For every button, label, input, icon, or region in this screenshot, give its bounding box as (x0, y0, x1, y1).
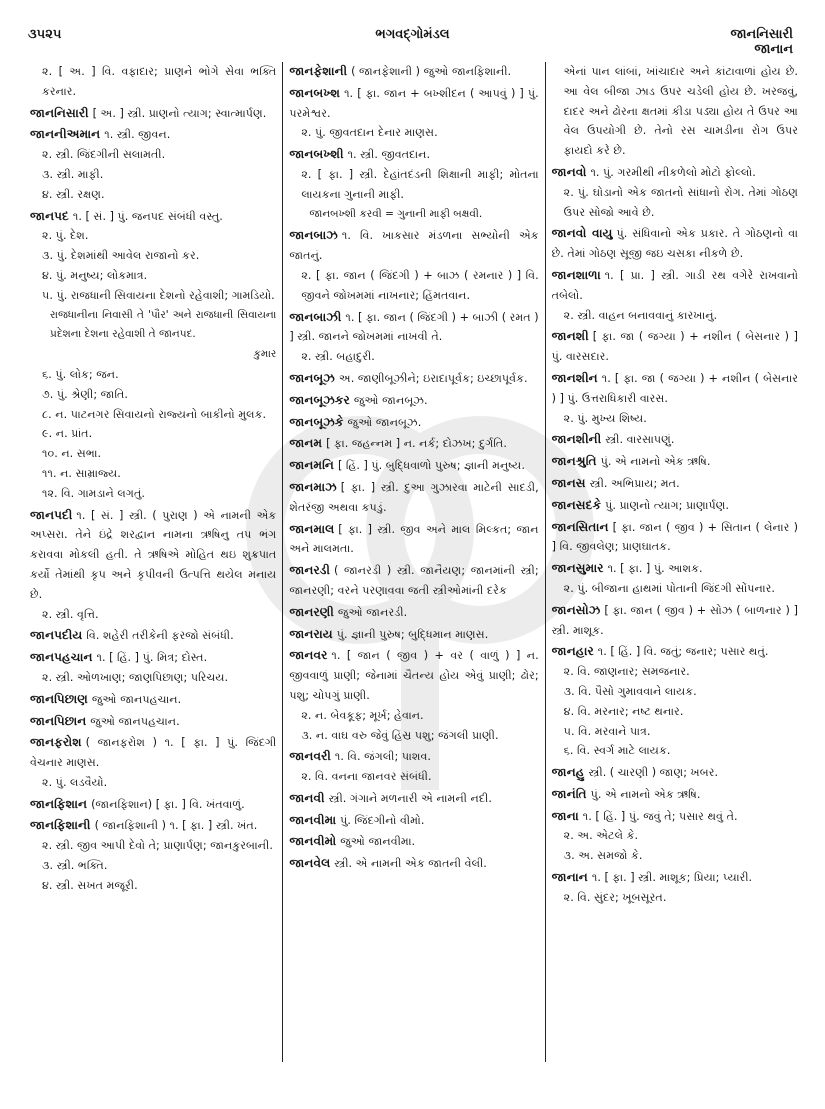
entry-headword: જાનહાર (551, 644, 594, 659)
entry-headword: જાનશી (551, 329, 589, 344)
entry-headword: જાનપદીય (30, 628, 83, 643)
entry-definition: ૧. [ ફા. જા ( જગ્યા ) + નશીન ( બેસનાર ) ] પું. ઉત્તરાધિકારી વારસ. (551, 371, 798, 405)
entry-headword: જાનમાઝ (289, 479, 337, 494)
entry-sense: ૨. અ. એટલે કે. (563, 829, 639, 843)
entry-note-source: કુમાર (253, 348, 277, 361)
entry-definition: ૧. [ પ્રા. ] સ્ત્રી. ગાડી રથ વગેરે રાખવાનો તબેલો. (551, 268, 798, 302)
entry-headword: જાનમાલ (289, 521, 335, 536)
dictionary-entry (289, 832, 538, 852)
entry-sense: ૨. સ્ત્રી. જિંદગીની સલામતી. (42, 148, 166, 162)
entry-sense: ૬. પું. લોક; જન. (42, 367, 119, 381)
entry-sense: ૨. પું. બીજાના હાથમાં પોતાની જિંદગી સોંપનાર. (563, 581, 775, 595)
dictionary-entry (289, 456, 538, 476)
entry-definition: ૧. પું. ગરમીથી નીકળેલો મોટો ફોલ્લો. (590, 165, 756, 179)
dictionary-entry (552, 807, 798, 866)
entry-headword: જાનરણી (289, 604, 334, 619)
entry-definition: ૧. [ ફા. જાન + બખ્શીદન ( આપવું ) ] પું. પરમેશ્વર. (289, 86, 539, 120)
entry-sense: ૯. ન. પ્રાંત. (42, 427, 93, 441)
entry-headword: જાનસોઝ (551, 602, 601, 617)
entry-headword: જાનનિસારી (30, 105, 89, 120)
entry-headword: જાનવો (551, 164, 587, 179)
entry-definition: જુઓ જાનપહચાન. (90, 714, 180, 728)
dictionary-entry (552, 496, 798, 516)
entry-headword: જાનબૂઝકે (289, 414, 344, 429)
entry-sense: ૨. વિ. વનના જાનવર સંબંધી. (301, 770, 432, 784)
entry-headword: જાનંતિ (551, 786, 587, 801)
entry-sense: ૪. સ્ત્રી. રક્ષણ. (42, 187, 105, 201)
dictionary-entry (289, 603, 538, 623)
entry-headword: જાનસુમાર (551, 561, 604, 576)
entry-definition: સ્ત્રી. અભિપ્રાય; મત. (589, 476, 680, 490)
entry-definition: પું. એ નામનો એક ઋષિ. (600, 455, 711, 469)
entry-sense: ૨. વિ. જાણનાર; સમજનાર. (563, 665, 690, 679)
dictionary-entry (30, 125, 276, 204)
dictionary-entry (289, 84, 538, 143)
entry-note: જાનબખ્શી કરવી = ગુનાની માફી બક્ષવી. (309, 207, 483, 220)
column-right (546, 62, 804, 1062)
entry-headword: જાનમનિ (289, 458, 334, 473)
dictionary-entry (552, 601, 798, 641)
dictionary-entry (289, 625, 538, 645)
entry-headword: જાનહુ (551, 765, 585, 780)
dictionary-entry (289, 520, 538, 560)
entry-definition: [ ફા. જહન્નમ ] ન. નર્ક; દોઝખ; દુર્ગતિ. (326, 437, 507, 451)
entry-sense: ૫. પું. રાજધાની સિવાયના દેશનો રહેવાશી; ગામડિયો. (42, 288, 275, 302)
entry-definition: ( જાનફિશાની ) ૧. [ ફા. ] સ્ત્રી. ખંત. (94, 819, 258, 833)
dictionary-entry (552, 430, 798, 450)
dictionary-entry (552, 369, 798, 428)
entry-headword: જાનફરોશ (30, 735, 82, 750)
entry-sense: ૨. વિ. સુંદર; ખૂબસૂરત. (563, 890, 667, 904)
dictionary-entry (289, 646, 538, 745)
entry-definition: જુઓ જાનપહચાન. (91, 692, 182, 706)
dictionary-entry (552, 785, 798, 805)
entry-note: રાજધાનીના નિવાસી તે 'પૌર' અને રાજધાની સિવાયના પ્રદેશના દેશના રહેવાશી તે જાનપદ. (50, 308, 277, 341)
entry-sense: ૨. પું. ઘોડાનો એક જાતનો સાંધાનો રોગ. તેમાં ગોઠણ ઉપર સોજો આવે છે. (563, 185, 798, 219)
entry-sense: ૨. પું. દેશ. (42, 229, 89, 243)
entry-headword: જાનવરી (289, 749, 331, 764)
entry-definition: [ ફા. ] સ્ત્રી. દુઆ ગુઝારવા માટેની સાદડી, શેતરંજી અથવા કપડું. (289, 480, 539, 514)
entry-definition: જુઓ જાનવીમા. (340, 835, 416, 849)
entry-sense: ૩. સ્ત્રી. ભક્તિ. (42, 859, 108, 873)
entry-definition: ૧. [ હિં. ] પું. મિત્ર; દોસ્ત. (96, 651, 208, 665)
dictionary-entry (289, 369, 538, 389)
entry-sense: ૧૧. ન. સામ્રાજ્ય. (42, 466, 121, 480)
entry-headword: જાનવીમો (289, 834, 337, 849)
entry-definition: પું. સંધિવાનો એક પ્રકાર. તે ગોઠણનો વા છે. તેમાં ગોઠણ સૂજી જઇ ચસકા નીકળે છે. (551, 227, 798, 261)
entry-headword: જાનવીમા (289, 812, 337, 827)
dictionary-entry (289, 561, 538, 601)
entry-sense: ૪. સ્ત્રી. સખત મજૂરી. (42, 878, 138, 892)
entry-headword: જાનબખ્શી (289, 147, 344, 162)
entry-sense: ૫. વિ. મરવાને પાત્ર. (563, 724, 651, 738)
entry-sense: ૨. પું. લડવૈયો. (42, 775, 108, 789)
entry-definition: ૧. [ ફા. જાન ( જિંદગી ) + બાઝી ( રમત ) ] સ્ત્રી. જાનને જોખમમાં નાખવી તે. (289, 310, 539, 344)
entry-headword: જાનપદી (30, 507, 73, 522)
entry-headword: જાનરડી (289, 563, 330, 578)
entry-headword: જાનફિશાની (30, 818, 91, 833)
dictionary-entry (289, 854, 538, 874)
dictionary-entry (289, 747, 538, 787)
dictionary-entry (30, 648, 276, 688)
page-header (0, 0, 825, 57)
entry-headword: જાનફિશાન (30, 796, 88, 811)
entry-sense: ૩. વિ. પૈસો ગુમાવવાને લાયક. (563, 684, 697, 698)
entry-definition: ૧. [ ફા. ] સ્ત્રી. માશૂક; પ્રિયા; પ્યારી. (591, 871, 753, 885)
entry-definition: પું. પ્રાણનો ત્યાગ; પ્રાણાર્પણ. (605, 498, 730, 512)
entry-definition: ( જાનરડી ) સ્ત્રી. જાનૈયણ; જાનમાંની સ્ત્રી; જાનરણી; વરને પરણાવવા જતી સ્ત્રીઓમાંની દરેક (289, 564, 539, 597)
entry-headword: જાનબખ્શ (289, 85, 341, 100)
entry-headword: જાનફેશાની (289, 64, 348, 78)
dictionary-entry (552, 224, 798, 264)
entry-headword: જાનવો વાયુ (551, 226, 613, 241)
entry-definition: પું. એ નામનો એક ઋષિ. (590, 787, 701, 801)
entry-headword: જાનસદકે (551, 497, 602, 512)
dictionary-columns (24, 62, 804, 1062)
entry-definition: [ અ. ] સ્ત્રી. પ્રાણનો ત્યાગ; સ્વાત્માર્પણ. (92, 106, 267, 120)
dictionary-entry (30, 795, 276, 815)
entry-sense: ૧૦. ન. સભા. (42, 447, 102, 461)
dictionary-entry (552, 763, 798, 783)
dictionary-entry (552, 474, 798, 494)
entry-headword: જાનવર (289, 648, 328, 663)
entry-headword: જાનવી (289, 790, 325, 805)
entry-definition: વિ. શહેરી તરીકેની ફરજો સંબંધી. (86, 629, 234, 643)
dictionary-entry (552, 518, 798, 558)
dictionary-entry (289, 413, 538, 433)
entry-definition: ૧. સ્ત્રી. જીવન. (104, 128, 171, 142)
entry-sense: ૨. ન. બેવકૂફ; મૂર્ખ; હેવાન. (301, 708, 424, 722)
entry-definition: સ્ત્રી. ગંગાને મળનારી એ નામની નદી. (328, 791, 492, 805)
entry-headword: જાનમ (289, 436, 323, 451)
entry-definition: ૧. સ્ત્રી. જીવતદાન. (347, 148, 431, 162)
entry-headword: જાનપિછાન (30, 713, 87, 728)
entry-definition: [ ફા. જા ( જગ્યા ) + નશીન ( બેસનાર ) ] પું. વારસદાર. (551, 330, 798, 364)
entry-sense: ૨. સ્ત્રી. વૃત્તિ. (42, 607, 99, 621)
dictionary-entry (30, 104, 276, 124)
entry-headword: જાનરાય (289, 626, 333, 641)
dictionary-entry (289, 478, 538, 518)
entry-definition: ૧. વિ. જંગલી; પાશવ. (334, 750, 431, 764)
entry-sense: ૭. પું. શ્રેણી; જાતિ. (42, 387, 128, 401)
entry-sense: ૧૨. વિ. ગામડાને લગતું. (42, 486, 145, 500)
dictionary-entry (30, 816, 276, 895)
entry-headword: જાનબાઝ (289, 228, 338, 243)
entry-headword: જાનબૂઝ (289, 370, 335, 385)
dictionary-entry (289, 434, 538, 454)
entry-definition: અ. જાણીબૂઝીને; ઇરાદાપૂર્વક; ઇચ્છાપૂર્વક. (338, 371, 528, 385)
dictionary-entry (289, 789, 538, 809)
entry-definition: જુઓ જાનરડી. (337, 605, 408, 619)
entry-sense: ૬. વિ. સ્વર્ગ માટે લાયક. (563, 744, 671, 758)
entry-definition: ૧. [ ફા. ] પું. આશક. (607, 562, 703, 576)
entry-sense: ૪. વિ. મરનાર; નષ્ટ થનાર. (563, 704, 684, 718)
entry-sense: ૨. [ ફા. જાન ( જિંદગી ) + બાઝ ( રમનાર ) ] વિ. જીવને જોખમમાં નાખનાર; હિંમતવાન. (301, 268, 539, 302)
entry-definition: ૧. [ જાન ( જીવ ) + વર ( વાળું ) ] ન. જીવવાળું પ્રાણી; જેનામાં ચૈતન્ય હોય એવું પ્રાણી; ઢોર; પશુ; ચોપગું પ્રાણી. (289, 649, 539, 702)
dictionary-entry (552, 327, 798, 367)
column-middle (282, 62, 545, 1062)
entry-definition: ૧. [ સં. ] પું. જનપદ સંબંધી વસ્તુ. (72, 209, 223, 223)
dictionary-entry (552, 559, 798, 599)
entry-sense: ૨. પું. મુખ્ય શિષ્ય. (563, 411, 647, 425)
entry-definition: ( જાનફેશાની ) જુઓ જાનફિશાની. (351, 65, 512, 78)
entry-definition: ૨. [ અ. ] વિ. વફાદાર; પ્રાણને ભોગે સેવા ભક્તિ કરનાર. (42, 65, 277, 98)
entry-definition: સ્ત્રી. એ નામની એક જાતની વેલી. (334, 857, 487, 871)
dictionary-entry (289, 226, 538, 305)
entry-headword: જાનશાળા (551, 267, 601, 282)
entry-definition: [ હિં. ] પું. બુદ્ધિવાળો પુરુષ; જ્ઞાની મનુષ્ય. (337, 459, 525, 473)
entry-definition: એનાં પાન લાંબાં, ખાંચાદાર અને કાંટાવાળાં હોય છે. આ વેલ બીજા ઝાડ ઉપર ચડેલી હોય છે. ખરજવું, દાદર અને ઢોરના ક્ષતમાં કીડા પડ્યા હોય તે ઉપર આ વેલ ઉપયોગી છે. તેનો રસ ચામડીના રોગ ઉપર ફાયદો કરે છે. (563, 65, 798, 158)
dictionary-entry (552, 642, 798, 761)
entry-headword: જાનપદ (30, 208, 69, 223)
entry-definition: સ્ત્રી. ( ચારણી ) જાણ; ખબર. (588, 766, 719, 780)
entry-definition: [ ફા. જાન ( જીવ ) + સિતાન ( લેનાર ) ] વિ. જીવલેણ; પ્રાણઘાતક. (551, 520, 798, 554)
entry-headword: જાનાન (551, 870, 588, 885)
dictionary-entry (552, 868, 798, 908)
entry-headword: જાનશ્રુતિ (551, 454, 597, 469)
entry-definition: પું. જિંદગીનો વીમો. (340, 813, 425, 827)
entry-definition: જુઓ જાનબૂઝ. (347, 415, 422, 429)
entry-definition: ૧. વિ. ખાકસાર મંડળના સભ્યોની એક જાતનું. (289, 229, 539, 263)
entry-definition: સ્ત્રી. વારસાપણું. (605, 433, 675, 447)
dictionary-entry (289, 811, 538, 831)
entry-definition: [ ફા. ] સ્ત્રી. જીવ અને માલ મિલ્કત; જાન અને માલમતા. (289, 522, 539, 556)
dictionary-entry (30, 733, 276, 792)
entry-headword: જાનસિતાન (551, 519, 609, 534)
entry-headword: જાનશીન (551, 370, 598, 385)
entry-sense: ૨. પું. જીવતદાન દેનાર માણસ. (301, 126, 438, 140)
entry-headword: જાનબૂઝકર (289, 392, 350, 407)
guide-word-first: જાનનિસારી (730, 27, 793, 42)
entry-definition: [ ફા. જાન ( જીવ ) + સોઝ ( બાળનાર ) ] સ્ત્રી. માશૂક. (551, 603, 798, 637)
entry-headword: જાનવેલ (289, 856, 331, 871)
entry-headword: જાનનીઅમાન (30, 127, 101, 142)
entry-sense: ૮. ન. પાટનગર સિવાયનો રાજ્યનો બાકીનો મુલક. (42, 407, 267, 421)
dictionary-entry (30, 712, 276, 732)
entry-definition: પું. જ્ઞાની પુરુષ; બુદ્ધિમાન માણસ. (336, 627, 489, 641)
dictionary-entry (30, 626, 276, 646)
entry-headword: જાનપિછાણ (30, 691, 88, 706)
dictionary-entry (289, 62, 538, 82)
entry-definition: ૧. [ હિં. ] વિ. જતું; જનાર; પસાર થતું. (597, 645, 769, 659)
dictionary-entry (30, 506, 276, 625)
entry-headword: જાનબાઝી (289, 309, 342, 324)
dictionary-entry (30, 62, 276, 102)
entry-headword: જાના (551, 808, 579, 823)
entry-sense: ૩. પું. દેશમાંથી આવેલ રાજાનો કર. (42, 249, 200, 263)
entry-headword: જાનશીની (551, 432, 602, 447)
entry-definition: ( જાનફરોશ ) ૧. [ ફા. ] પું. જિંદગી વેચનાર માણસ. (30, 736, 277, 770)
dictionary-entry (552, 163, 798, 222)
dictionary-entry (30, 690, 276, 710)
dictionary-entry (289, 308, 538, 367)
page-number: ૩૫૨૫ (28, 27, 62, 42)
column-left (24, 62, 282, 1062)
dictionary-entry (289, 391, 538, 411)
guide-word-last: જાનાન (754, 42, 793, 57)
entry-headword: જાનસ (551, 475, 586, 490)
dictionary-entry (289, 145, 538, 224)
entry-sense: ૨. સ્ત્રી. જીવ આપી દેવો તે; પ્રાણાર્પણ; જાનકુરબાની. (42, 839, 273, 853)
entry-definition: જુઓ જાનબૂઝ. (353, 393, 428, 407)
entry-definition: ૧. [ સં. ] સ્ત્રી. ( પુરાણ ) એ નામની એક અપ્સરા. તેને ઇંદ્રે શરદ્વાન નામના ઋષિનુ તપ ભંગ કરાવવા મોકલી હતી. તે ઋષિએ મોહિત થઇ શુક્રપાત કર્યો તેમાંથી કૃપ અને કૃપીવની ઉત્પત્તિ થયેલ મનાય છે. (30, 508, 277, 601)
entry-sense: ૩. સ્ત્રી. માફી. (42, 167, 104, 181)
entry-sense: ૪. પું. મનુષ્ય; લોકમાત્ર. (42, 268, 148, 282)
entry-definition: ૧. [ હિં. ] પું. જવું તે; પસાર થવું તે. (582, 809, 738, 823)
entry-sense: ૨. [ ફા. ] સ્ત્રી. દેહાંતદંડની શિક્ષાની માફી; મોતના લાયકના ગુનાની માફી. (301, 167, 539, 201)
dictionary-entry (552, 266, 798, 325)
entry-sense: ૩. ન. વાઘ વરુ જેવું હિંસ્ર પશુ; જંગલી પ્રાણી. (301, 728, 499, 742)
dictionary-entry (552, 452, 798, 472)
book-title: ભગવદ્ગોમંડલ (375, 27, 450, 42)
entry-headword: જાનપહચાન (30, 650, 93, 665)
dictionary-entry (552, 62, 798, 161)
dictionary-entry (30, 207, 276, 504)
entry-sense: ૩. અ. સમજો કે. (563, 849, 643, 863)
entry-definition: (જાનફિશાન) [ ફા. ] વિ. ખંતવાળું. (91, 797, 245, 811)
entry-sense: ૨. સ્ત્રી. ઓળખાણ; જાણપિછાણ; પરિચય. (42, 670, 229, 684)
entry-sense: ૨. સ્ત્રી. વાહન બનાવવાનું કારખાનું. (563, 308, 718, 322)
entry-sense: ૨. સ્ત્રી. બહાદુરી. (301, 350, 375, 364)
